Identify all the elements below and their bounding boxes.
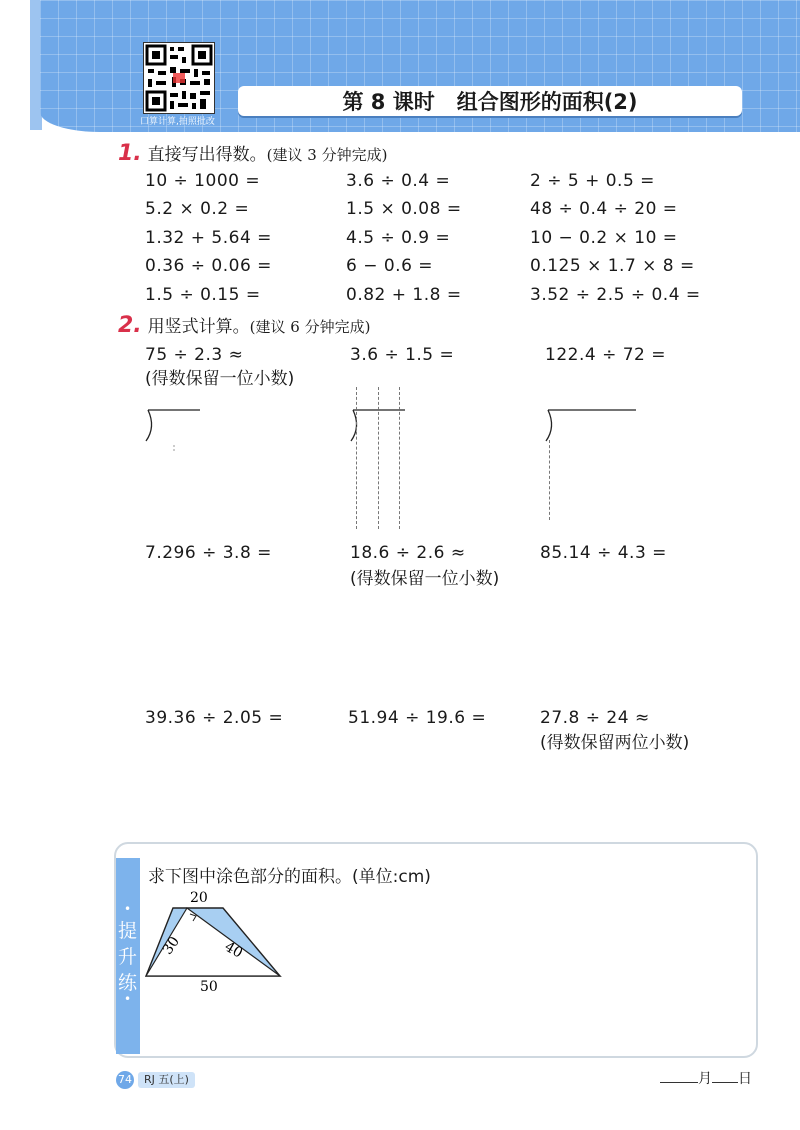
month-blank[interactable] [660,1082,698,1083]
q2-item: 122.4 ÷ 72 = [545,345,666,365]
guide-line [378,387,379,529]
q1-item: 3.52 ÷ 2.5 ÷ 0.4 = [530,285,701,305]
lesson-title-bar [238,86,742,116]
q1-item: 48 ÷ 0.4 ÷ 20 = [530,199,678,219]
q1-item: 3.6 ÷ 0.4 = [346,171,451,191]
side-tab-dot: • [124,992,132,1006]
label-left: 30 [159,933,183,958]
q2-hint: (建议 6 分钟完成) [249,318,371,336]
side-tab-char: 练 [118,972,138,994]
q2-title: 用竖式计算。 [147,317,250,337]
q1-heading [118,140,387,166]
q2-item: 3.6 ÷ 1.5 = [350,345,455,365]
side-tab-dot: • [124,902,132,916]
date-field [660,1068,752,1088]
trapezoid-figure [140,885,290,995]
q1-item: 1.5 × 0.08 = [346,199,462,219]
lesson-number: 第 8 课时 [342,90,435,114]
division-bracket-icon [540,405,640,445]
q2-item: 27.8 ÷ 24 ≈ [540,708,650,728]
qr-caption: 口算计算,拍照批改 [140,117,215,127]
q1-hint: (建议 3 分钟完成) [266,146,388,164]
qr-code[interactable] [143,42,215,114]
side-tab-char: 升 [118,946,138,968]
q2-item: 18.6 ÷ 2.6 ≈ [350,543,466,563]
edition-tag: RJ 五(上) [138,1072,195,1088]
q2-heading [118,312,370,338]
day-label: 日 [738,1071,752,1087]
page-number: 74 [116,1071,134,1089]
division-bracket-icon [345,405,407,445]
guide-line [549,440,550,520]
q1-item: 0.36 ÷ 0.06 = [145,256,272,276]
month-label: 月 [698,1071,712,1087]
q1-item: 0.82 + 1.8 = [346,285,462,305]
q1-item: 6 − 0.6 = [346,256,434,276]
label-bottom: 50 [200,979,218,995]
q2-item: 75 ÷ 2.3 ≈ [145,345,244,365]
q2-item-note: (得数保留一位小数) [350,569,500,589]
q2-item: 39.36 ÷ 2.05 = [145,708,284,728]
q1-item: 10 − 0.2 × 10 = [530,228,678,248]
day-blank[interactable] [712,1082,738,1083]
label-top: 20 [190,890,208,906]
q1-item: 0.125 × 1.7 × 8 = [530,256,695,276]
q1-item: 5.2 × 0.2 = [145,199,250,219]
q2-item-note: (得数保留两位小数) [540,733,690,753]
q2-item: 51.94 ÷ 19.6 = [348,708,487,728]
q1-item: 2 ÷ 5 + 0.5 = [530,171,655,191]
q2-item: 7.296 ÷ 3.8 = [145,543,272,563]
qr-code-icon [144,43,214,113]
q1-item: 10 ÷ 1000 = [145,171,261,191]
q1-item: 1.5 ÷ 0.15 = [145,285,261,305]
q1-title: 直接写出得数。 [147,145,267,165]
q2-number: 2. [118,313,142,338]
q1-item: 1.32 + 5.64 = [145,228,272,248]
q2-item-note: (得数保留一位小数) [145,369,295,389]
guide-line [356,387,357,529]
q2-item: 85.14 ÷ 4.3 = [540,543,667,563]
lesson-title: 组合图形的面积(2) [456,90,638,114]
q1-number: 1. [118,141,142,166]
division-bracket-icon [140,405,202,455]
side-tab-char: 提 [118,920,138,942]
extension-question: 求下图中涂色部分的面积。(单位:cm) [148,867,431,887]
label-right: 40 [221,938,246,962]
q1-item: 4.5 ÷ 0.9 = [346,228,451,248]
guide-line [399,387,400,529]
